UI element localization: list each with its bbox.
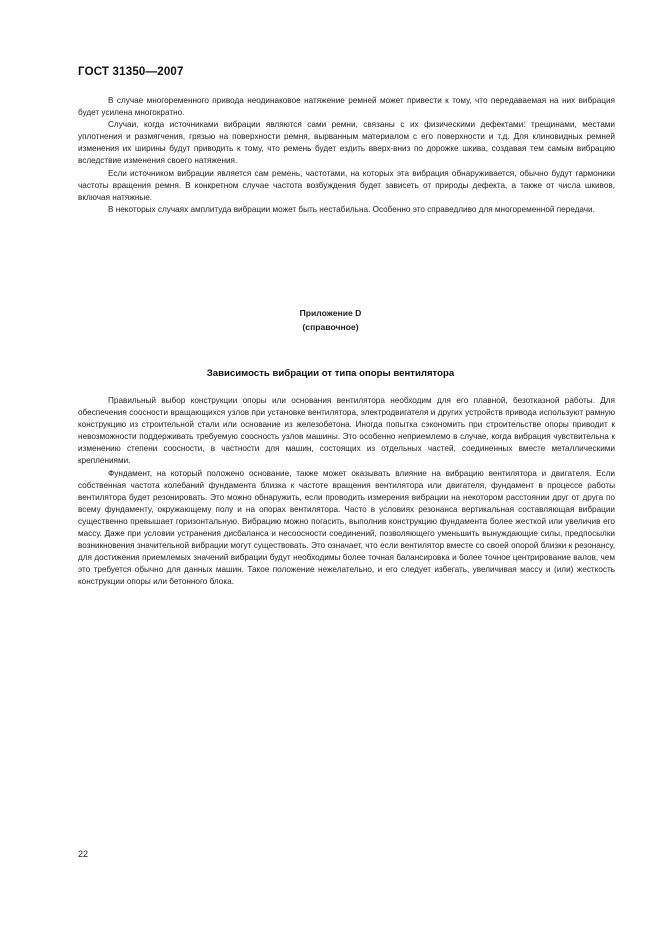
paragraph: В случае многоременного привода неодинаковое натяжение ремней может привести к тому, что передаваемая на них вибрация будет усилена многократно. [78,96,615,118]
paragraph: Фундамент, на который положено основание, также может оказывать влияние на вибрацию вентилятора и двигателя. Если собственная частота колебаний фундамента близка к частоте вращения вентилятора или двигателя, фундамент в процессе работы вентилятора будет резонировать. Это можно обнаружить, если проводить измерения вибрации на некотором расстоянии друг от друга по всему фундаменту, окружающему полу и на опорах вентилятора. Часто в условиях резонанса вертикальная составляющая вибрации существенно превышает горизонтальную. Вибрацию можно погасить, выполнив конструкцию фундамента более жесткой или увеличив его массу. Даже при условии устранения дисбаланса и несоосности соединений, позволяющего уменьшить вынуждающие силы, предпосылки возникновения значительной вибрации могут существовать. Это означает, что если вентилятор вместе со своей опорой близки к резонансу, для достижения приемлемых значений вибрации будут необходимы более точная балансировка и более точное центрирование валов, чем это требуется обычно для данных машин. Такое положение нежелательно, и его следует избегать, увеличивая массу и (или) жесткость конструкции опоры или бетонного блока. [78,468,615,587]
paragraph: Случаи, когда источниками вибрации являются сами ремни, связаны с их физическими дефектами: трещинами, местами уплотнения и размягчения, грязью на поверхности ремня, вырванным материалом с его поверхности и т.д. Для клиновидных ремней изменения их ширины будут приводить к тому, что ремень будет ездить вверх-вниз по дорожке шкива, создавая тем самым вибрацию вследствие изменения своего натяжения. [78,120,615,166]
page-number: 22 [78,849,89,859]
paragraph: Правильный выбор конструкции опоры или основания вентилятора необходим для его плавной, безотказной работы. Для обеспечения соосности вращающихся узлов при установке вентилятора, электродвигателя и других устройств привода используют рамную конструкцию из строительной стали или основание из железобетона. Иногда попытка сэкономить при строительстве опоры приводит к невозможности поддерживать требуемую соосность узлов машины. Это особенно неприемлемо в случае, когда вибрация чувствительна к изменению степени соосности, в частности для машин, состоящих из отдельных частей, соединенных вместе металлическими креплениями. [78,396,615,466]
appendix-heading [0,306,661,334]
paragraph: Если источником вибрации является сам ремень, частотами, на которых эта вибрация обнаруживается, обычно будут гармоники частоты вращения ремня. В конкретном случае частота возбуждения будет зависеть от природы дефекта, а также от числа шкивов, включая натяжные. [78,168,615,202]
paragraph: В некоторых случаях амплитуда вибрации может быть нестабильна. Особенно это справедливо для многоременной передачи. [108,204,595,214]
appendix-label: Приложение D [299,308,362,318]
document-header: ГОСТ 31350—2007 [78,66,184,78]
section-belt-vibration [78,95,615,216]
section-fan-support [78,395,615,589]
section-title: Зависимость вибрации от типа опоры вентилятора [206,368,455,379]
appendix-subtitle: (справочное) [302,322,359,332]
